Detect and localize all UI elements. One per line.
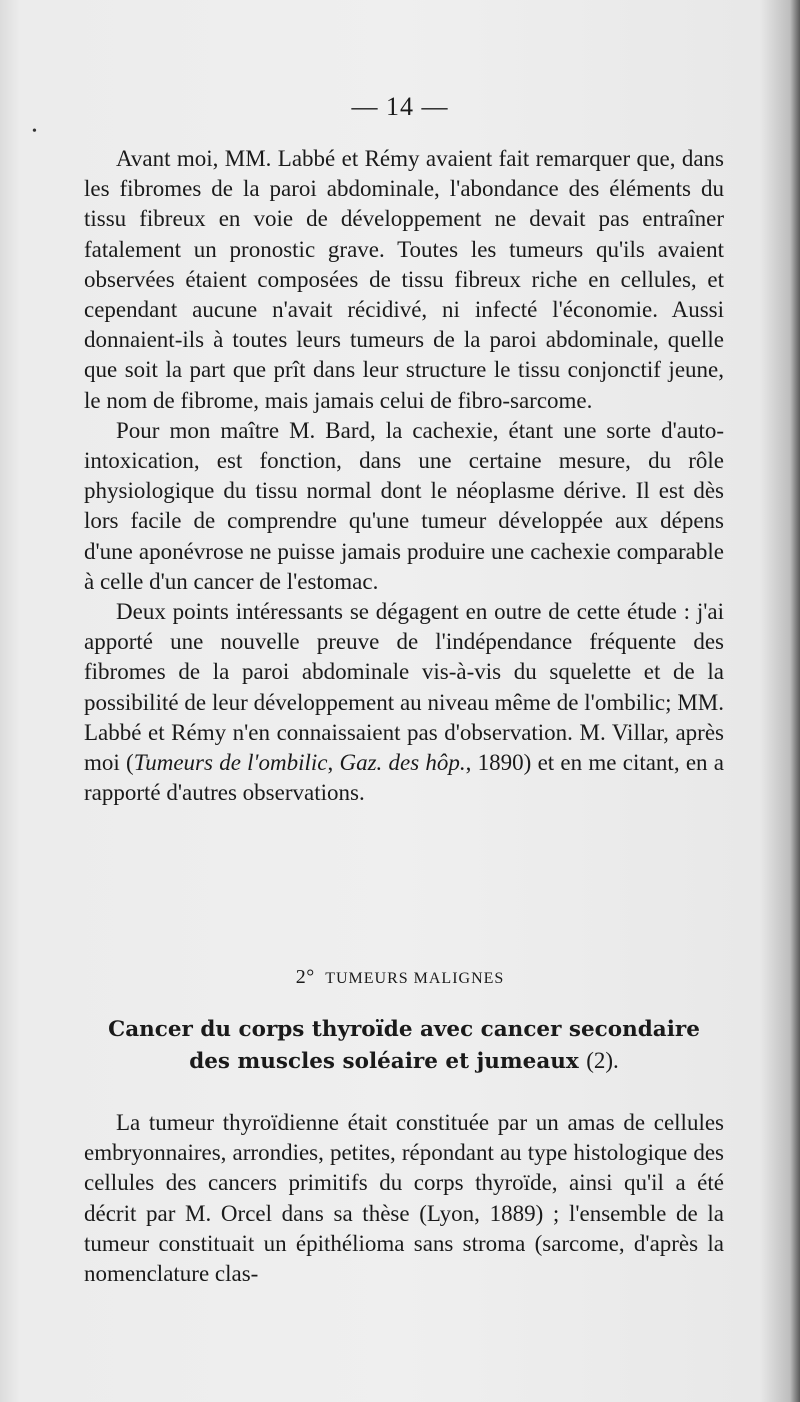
body-text-top xyxy=(84,144,724,808)
footnote-reference: (2). xyxy=(586,1048,619,1073)
paragraph-2: Pour mon maître M. Bard, la cachexie, étant une sorte d'auto-intoxication, est fonction, dans une certaine mesure, du rôle physiologique du tissu normal dont le néoplasme dérive. Il est dès lors facile de comprendre qu'une tumeur développée aux dépens d'une aponévrose ne puisse jamais produire une cachexie comparable à celle d'un cancer de l'estomac. xyxy=(84,417,724,594)
paragraph-3-text-c: , 1890) et en me citant, en a rapporté d'autres observations. xyxy=(84,750,724,806)
article-title xyxy=(84,1014,724,1077)
paragraph-3-text-b: , xyxy=(327,750,340,776)
page-number: — 14 — xyxy=(351,92,449,121)
section-label: TUMEURS MALIGNES xyxy=(325,970,505,987)
paragraph-4: La tumeur thyroïdienne était constituée par un amas de cellules embryonnaires, arrondies, petites, répondant au type histologique des cellules des cancers primitifs du corps thyroïde, ainsi qu'il a été décrit par M. Orcel dans sa thèse (Lyon, 1889) ; l'ensemble de la tumeur constituait un épithélioma sans stroma (sarcome, d'après la nomenclature clas- xyxy=(84,1110,724,1287)
citation-title: Tumeurs de l'ombilic xyxy=(133,750,328,776)
paragraph-3-text-a: Deux points intéressants se dégagent en outre de cette étude : j'ai apporté une nouvelle preuve de l'indépendance fréquente des fibromes de la paroi abdominale vis-à-vis du squelette et de la possibilité de leur développement au niveau même de l'ombilic; MM. Labbé et Rémy n'en connaissaient pas d'observation. M. Villar, après moi ( xyxy=(84,599,724,776)
margin-mark: • xyxy=(32,124,37,139)
article-title-text: Cancer du corps thyroïde avec cancer secondaire des muscles soléaire et jumeaux xyxy=(108,1017,700,1074)
paragraph-1: Avant moi, MM. Labbé et Rémy avaient fait remarquer que, dans les fibromes de la paroi abdominale, l'abondance des éléments du tissu fibreux en voie de développement ne devait pas entraîner fatalement un pronostic grave. Toutes les tumeurs qu'ils avaient observées étaient composées de tissu fibreux riche en cellules, et cependant aucune n'avait récidivé, ni infecté l'économie. Aussi donnaient-ils à toutes leurs tumeurs de la paroi abdominale, quelle que soit la part que prît dans leur structure le tissu conjonctif jeune, le nom de fibrome, mais jamais celui de fibro-sarcome. xyxy=(84,146,724,413)
paragraph-3 xyxy=(84,597,724,808)
citation-journal: Gaz. des hôp. xyxy=(339,750,466,776)
section-number: 2° xyxy=(295,966,315,988)
section-heading xyxy=(0,966,800,989)
body-text-bottom xyxy=(84,1108,724,1289)
